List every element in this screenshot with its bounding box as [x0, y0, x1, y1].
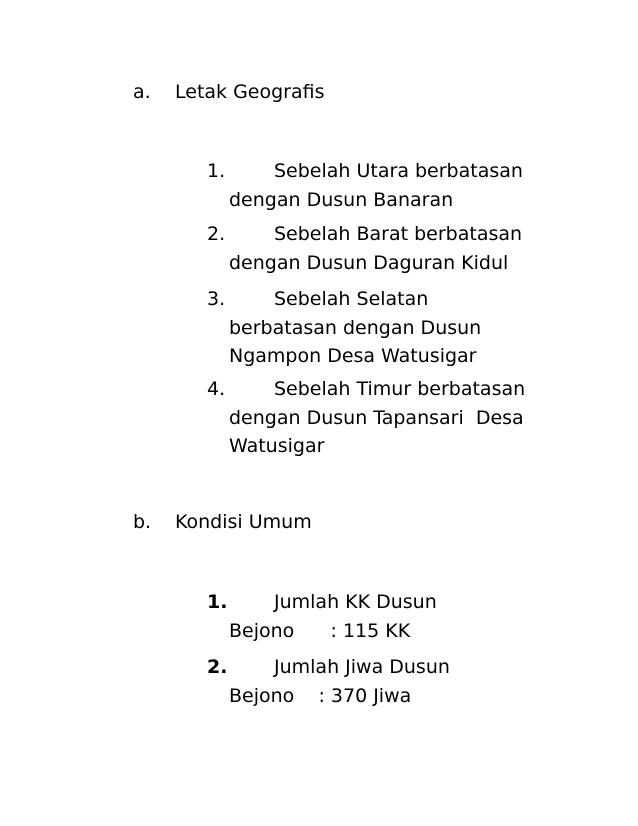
list-item-number: 3. [207, 288, 226, 310]
list-item-number: 1. [207, 160, 226, 182]
list-item-number: 4. [207, 378, 226, 400]
section-b-marker: b. [133, 511, 152, 533]
section-a-marker: a. [133, 81, 151, 103]
list-item-number: 1. [207, 591, 228, 613]
list-item-number: 2. [207, 223, 226, 245]
list-item-text: Sebelah Utara berbatasan dengan Dusun Banaran [229, 160, 529, 211]
section-a-title: Letak Geografis [175, 81, 325, 103]
section-b-title: Kondisi Umum [175, 511, 312, 533]
list-item-text: Sebelah Timur berbatasan dengan Dusun Tapansari Desa Watusigar [229, 378, 532, 457]
list-item-number: 2. [207, 656, 228, 678]
list-item-text: Sebelah Barat berbatasan dengan Dusun Daguran Kidul [229, 223, 529, 274]
list-item-text: Jumlah KK Dusun Bejono : 115 KK [229, 591, 443, 642]
list-item-text: Jumlah Jiwa Dusun Bejono : 370 Jiwa [229, 656, 456, 707]
list-item-text: Sebelah Selatan berbatasan dengan Dusun Ngampon Desa Watusigar [229, 288, 488, 367]
